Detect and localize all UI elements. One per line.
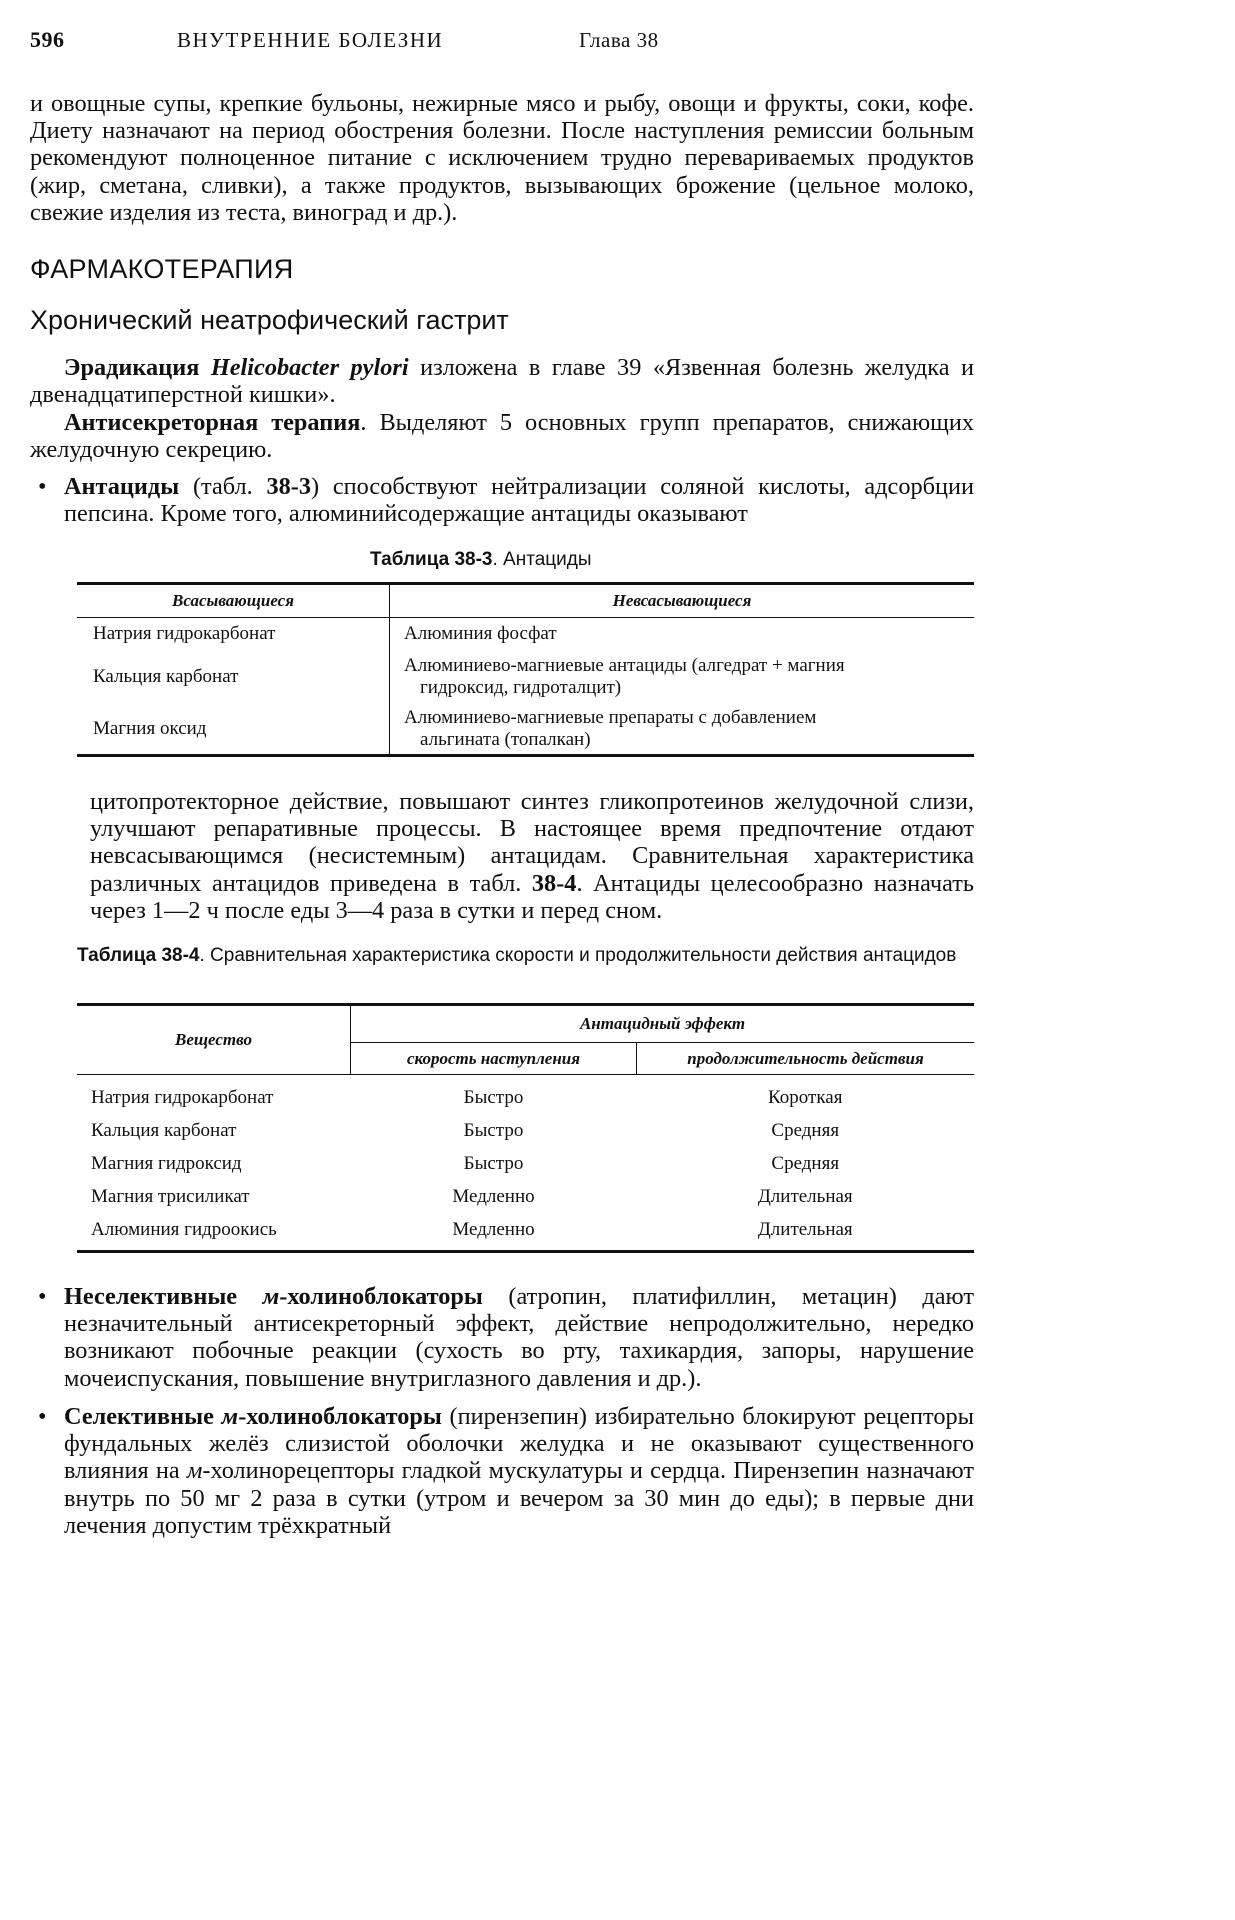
- antacids-bullet: [38, 473, 974, 528]
- cell-line: гидроксид, гидроталцит): [420, 676, 622, 698]
- table-cell: Алюминия гидроокись: [91, 1218, 277, 1240]
- table-row: [77, 1213, 974, 1252]
- table-cell: Медленно: [452, 1218, 535, 1240]
- nonselective-text: (атропин, платифиллин, метацин) дают незначительный антисекреторный эффект, действие непродолжительно, нередко возникают побочные реакции (сухость во рту, тахикардия, запоры, нарушение мочеиспускания, повышение внутриглазного давления и др.).: [64, 1283, 974, 1392]
- subsection-heading: Хронический неатрофический гастрит: [30, 305, 509, 335]
- table-cell: Длительная: [757, 1218, 853, 1240]
- eradication-text: изложена в главе 39 «Язвенная болезнь желудка и двенадцатиперстной кишки».: [30, 354, 974, 409]
- table-cell: Короткая: [768, 1086, 843, 1108]
- nonselective-lead: Неселективные: [64, 1283, 263, 1310]
- table-38-3-caption: [370, 549, 592, 571]
- table-row: [77, 650, 974, 704]
- table-cell: Магния трисиликат: [91, 1185, 250, 1207]
- table-cell: Быстро: [463, 1086, 524, 1108]
- selective-text: (пирензепин) избирательно блокируют рецепторы фундальных желёз слизистой оболочки желудка и не оказывают существенного влияния на: [64, 1403, 974, 1485]
- antisecretory-lead: Антисекреторная терапия: [64, 409, 361, 436]
- book-title: ВНУТРЕННИЕ БОЛЕЗНИ: [177, 28, 444, 52]
- table-ref-38-3: 38-3: [266, 473, 312, 500]
- table-cell: Длительная: [757, 1185, 853, 1207]
- section-heading: ФАРМАКОТЕРАПИЯ: [30, 254, 294, 284]
- selective-lead-italic: м: [221, 1403, 239, 1430]
- nonselective-bullet: [38, 1283, 974, 1392]
- table-cell: [390, 650, 975, 704]
- table-cell: Натрия гидрокарбонат: [77, 618, 390, 650]
- selective-bullet: [38, 1403, 974, 1539]
- selective-lead: Селективные: [64, 1403, 222, 1430]
- chapter-label: Глава 38: [579, 28, 659, 52]
- organism-name: Helicobacter pylori: [210, 354, 409, 381]
- antacids-text: ) способствуют нейтрализации соляной кислоты, адсорбции пепсина. Кроме того, алюминийсодержащие антациды оказывают: [64, 473, 974, 528]
- table-cell: Кальция карбонат: [91, 1119, 237, 1141]
- table-ref-38-4: 38-4: [531, 869, 577, 897]
- nonselective-lead-italic: м: [262, 1283, 280, 1310]
- table-cell: Натрия гидрокарбонат: [91, 1086, 274, 1108]
- bullet-marker: •: [38, 1403, 47, 1430]
- table-header-onset: скорость наступления: [351, 1043, 637, 1075]
- table-cell: Магния оксид: [77, 704, 390, 756]
- cell-line: Алюминиево-магниевые антациды (алгедрат + магния: [404, 654, 845, 676]
- page-number: 596: [30, 27, 65, 52]
- cell-line: альгината (топалкан): [420, 728, 591, 750]
- running-head: [30, 27, 994, 57]
- table-header-duration: продолжительность действия: [637, 1043, 975, 1075]
- table-38-4: [77, 1003, 974, 1253]
- selective-lead-end: -холиноблокаторы: [238, 1403, 442, 1430]
- table-row: [77, 1147, 974, 1180]
- table-cell: Быстро: [463, 1152, 524, 1174]
- bullet-marker: •: [38, 473, 47, 500]
- table-header-substance: Вещество: [77, 1005, 351, 1075]
- table-38-4-number: Таблица 38-4: [77, 945, 200, 966]
- table-cell: Средняя: [771, 1119, 840, 1141]
- antisecretory-paragraph: [30, 409, 974, 463]
- eradication-paragraph: [30, 354, 974, 408]
- table-cell: Кальция карбонат: [77, 650, 390, 704]
- table-cell: Быстро: [463, 1119, 524, 1141]
- selective-text-end: -холинорецепторы гладкой мускулатуры и сердца. Пирензепин назначают внутрь по 50 мг 2 раза в сутки (утром и вечером за 30 мин до еды); в первые дни лечения допустим трёхкратный: [64, 1457, 974, 1539]
- table-header-antacid-effect: Антацидный эффект: [351, 1005, 975, 1043]
- table-row: [77, 1075, 974, 1115]
- table-cell: Средняя: [771, 1152, 840, 1174]
- table-cell: [390, 704, 975, 756]
- table-header-nonabsorbable: Невсасывающиеся: [390, 584, 975, 618]
- antisecretory-text: . Выделяют 5 основных групп препаратов, снижающих желудочную секрецию.: [30, 409, 974, 464]
- nonselective-lead-end: -холиноблокаторы: [279, 1283, 483, 1310]
- table-38-3: [77, 582, 974, 757]
- table-cell: Магния гидроксид: [91, 1152, 242, 1174]
- table-row: [77, 704, 974, 756]
- selective-mid-italic: м: [186, 1457, 203, 1485]
- table-38-3-title: . Антациды: [492, 549, 592, 570]
- table-row: [77, 618, 974, 650]
- table-cell: Медленно: [452, 1185, 535, 1207]
- intro-paragraph: и овощные супы, крепкие бульоны, нежирные мясо и рыбу, овощи и фрукты, соки, кофе. Диету назначают на период обострения болезни. После наступления ремиссии больным рекомендуют полноценное питание с исключением трудно перевариваемых продуктов (жир, сметана, сливки), а также продуктов, вызывающих брожение (цельное молоко, свежие изделия из теста, виноград и др.).: [30, 90, 974, 226]
- cell-line: Алюминия фосфат: [404, 622, 557, 644]
- cell-line: Алюминиево-магниевые препараты с добавлением: [404, 706, 817, 728]
- table-row: [77, 1180, 974, 1213]
- antacids-pre: (табл.: [179, 473, 267, 500]
- table-38-4-caption: [77, 944, 974, 968]
- antacids-lead: Антациды: [64, 473, 180, 500]
- table-38-4-title: . Сравнительная характеристика скорости и продолжительности действия антацидов: [199, 945, 957, 966]
- continuation-paragraph: [30, 788, 974, 924]
- eradication-lead: Эрадикация: [64, 354, 200, 381]
- table-header-absorbable: Всасывающиеся: [77, 584, 390, 618]
- table-cell: [390, 618, 975, 650]
- continuation-text: цитопротекторное действие, повышают синтез гликопротеинов желудочной слизи, улучшают репаративные процессы. В настоящее время предпочтение отдают невсасывающимся (несистемным) антацидам. Сравнительная характеристика различных антацидов приведена в табл.: [90, 788, 974, 897]
- bullet-marker: •: [38, 1283, 47, 1310]
- table-38-3-number: Таблица 38-3: [370, 549, 493, 570]
- continuation-text-end: . Антациды целесообразно назначать через 1—2 ч после еды 3—4 раза в сутки и перед сном.: [90, 869, 974, 924]
- table-row: [77, 1114, 974, 1147]
